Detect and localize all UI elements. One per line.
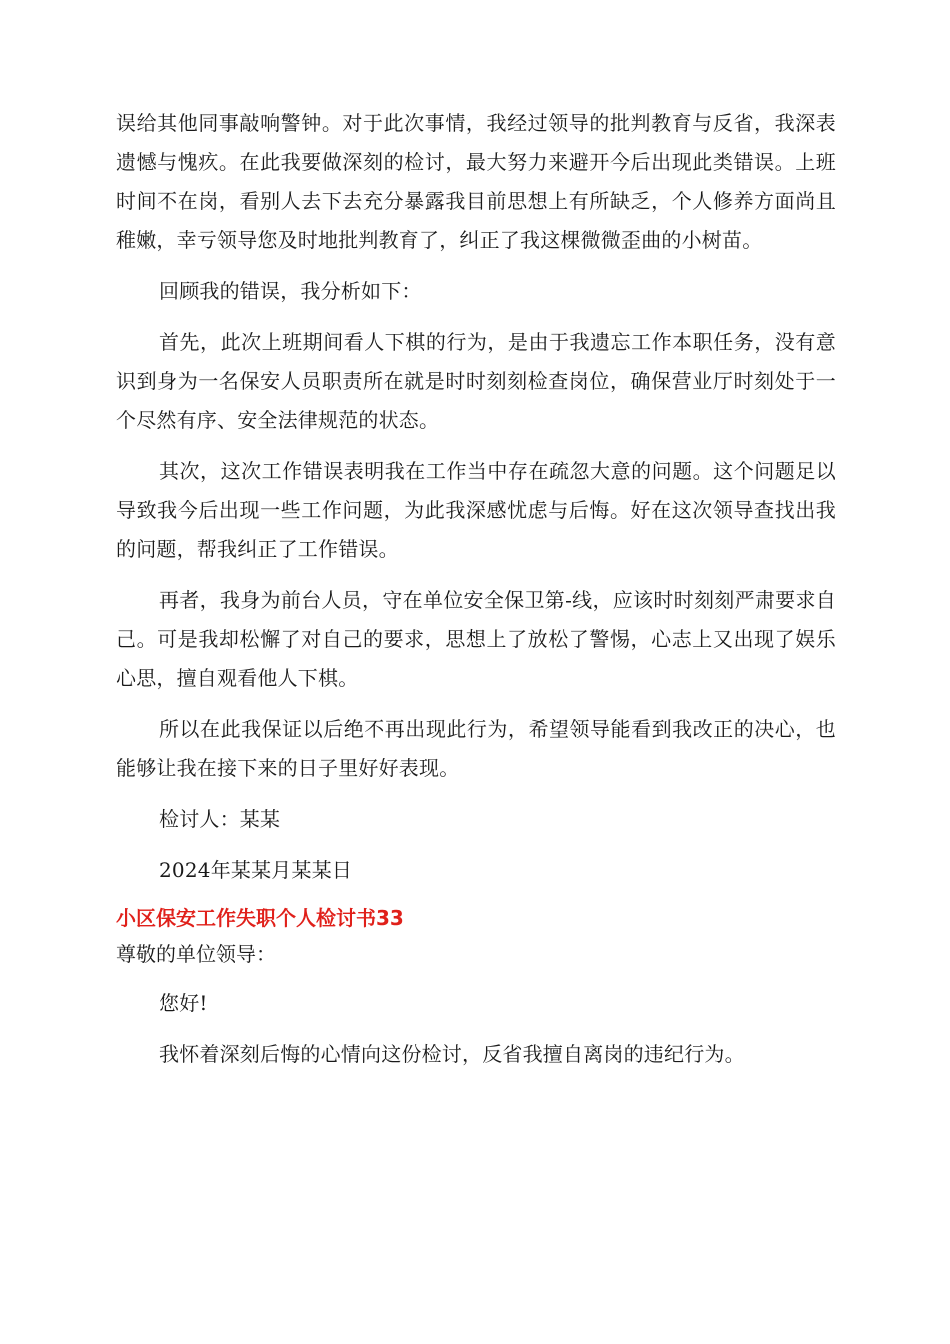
paragraph-continuation: 误给其他同事敲响警钟。对于此次事情，我经过领导的批判教育与反省，我深表遗憾与愧疚。在此我要做深刻的检讨，最大努力来避开今后出现此类错误。上班时间不在岗，看别人去下去充分暴露我目前思想上有所缺乏，个人修养方面尚且稚嫩，幸亏领导您及时地批判教育了，纠正了我这棵微微歪曲的小树苗。 xyxy=(116,111,836,252)
paragraph-new-section-first: 我怀着深刻后悔的心情向这份检讨，反省我擅自离岗的违纪行为。 xyxy=(159,1042,745,1066)
paragraph-second: 其次，这次工作错误表明我在工作当中存在疏忽大意的问题。这个问题足以导致我今后出现一些工作问题，为此我深感忧虑与后悔。好在这次领导查找出我的问题，帮我纠正了工作错误。 xyxy=(116,459,836,561)
paragraph-conclusion: 所以在此我保证以后绝不再出现此行为，希望领导能看到我改正的决心，也能够让我在接下来的日子里好好表现。 xyxy=(116,717,836,780)
document-page xyxy=(116,104,836,1074)
paragraph-first: 首先，此次上班期间看人下棋的行为，是由于我遗忘工作本职任务，没有意识到身为一名保安人员职责所在就是时时刻刻检查岗位，确保营业厅时刻处于一个尽然有序、安全法律规范的状态。 xyxy=(116,330,836,432)
salutation: 尊敬的单位领导： xyxy=(116,942,276,966)
paragraph-review-intro: 回顾我的错误，我分析如下： xyxy=(159,279,422,303)
greeting: 您好! xyxy=(159,991,208,1015)
paragraph-third: 再者，我身为前台人员，守在单位安全保卫第-线，应该时时刻刻严肃要求自己。可是我却松懈了对自己的要求，思想上了放松了警惕，心志上又出现了娱乐心思，擅自观看他人下棋。 xyxy=(116,588,836,690)
date-line: 2024年某某月某某日 xyxy=(159,858,353,882)
section-heading: 小区保安工作失职个人检讨书33 xyxy=(116,906,404,930)
signer-line: 检讨人：某某 xyxy=(159,807,281,831)
